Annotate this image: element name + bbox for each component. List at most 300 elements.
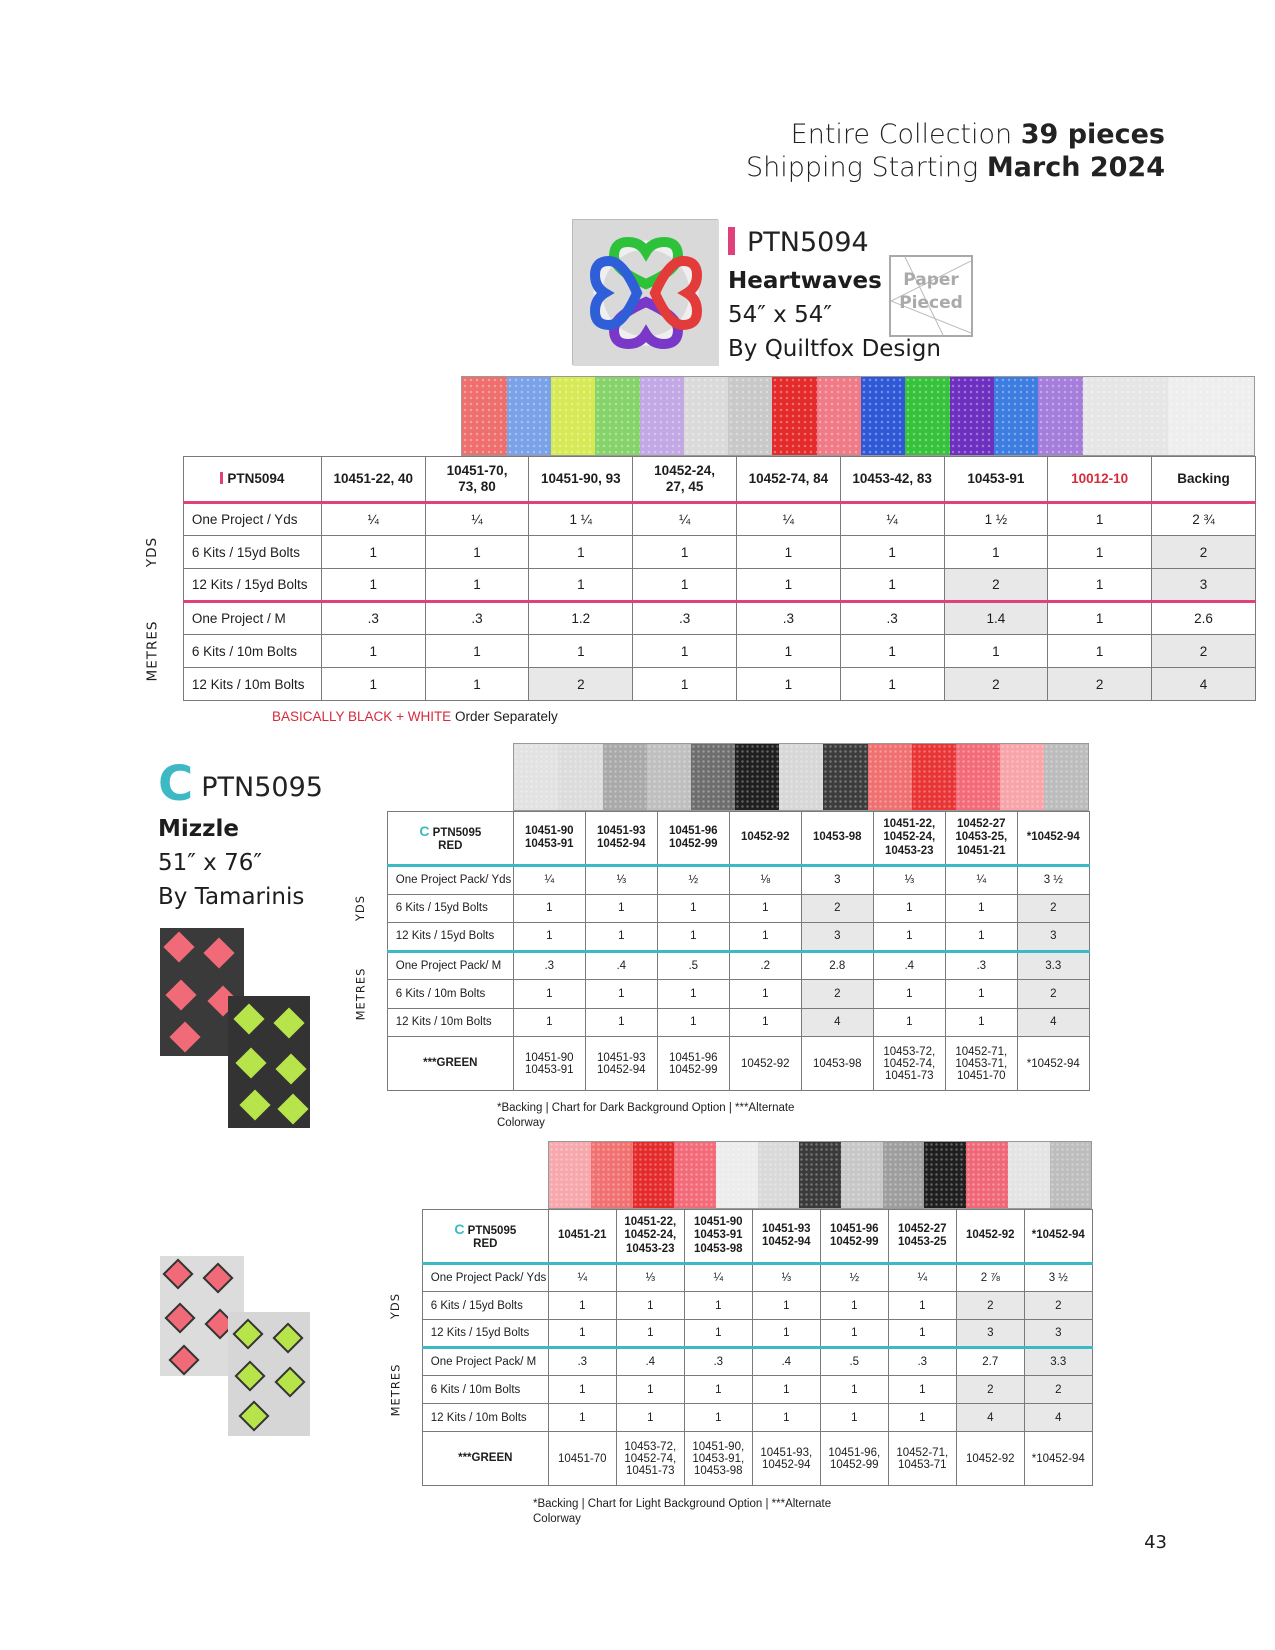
fabric-swatch — [950, 377, 994, 455]
alternate-fabric-cell: 10451-96 10452-99 — [657, 1037, 729, 1091]
quantity-cell: 1 — [633, 569, 737, 602]
quantity-cell: .4 — [752, 1348, 820, 1376]
spacer-cell — [369, 1141, 422, 1210]
fabric-swatch — [603, 744, 647, 810]
quantity-cell: 1 ¼ — [529, 503, 633, 536]
dark-chart-note: *Backing | Chart for Dark Background Option | ***Alternate Colorway — [497, 1102, 795, 1129]
metres-section-label: METRES — [144, 620, 161, 682]
shipping-line: Shipping Starting March 2024 — [746, 152, 1165, 183]
fabric-swatches — [513, 743, 1089, 811]
column-header: 10451-21 — [548, 1210, 616, 1264]
quantity-cell: 1 — [657, 980, 729, 1009]
quantity-cell: 3 — [1152, 569, 1256, 602]
row-label: 6 Kits / 15yd Bolts — [183, 536, 321, 569]
quantity-cell: 2 ⅞ — [956, 1264, 1024, 1292]
heartwaves-quilt-image — [572, 219, 718, 365]
quantity-cell: 1 — [529, 536, 633, 569]
fabric-swatch — [1008, 1142, 1050, 1208]
fabric-swatch — [841, 1142, 883, 1208]
quantity-cell: ⅓ — [752, 1264, 820, 1292]
spacer-cell — [183, 376, 321, 457]
table-corner-label: PTN5094 — [183, 457, 321, 503]
quantity-cell: ¼ — [513, 866, 585, 895]
quantity-cell: 1 — [729, 1008, 801, 1037]
quantity-cell: .2 — [729, 951, 801, 980]
pink-accent-bar — [220, 472, 223, 484]
swatch-strip — [513, 743, 1089, 812]
pattern-size: 51″ x 76″ — [158, 850, 262, 876]
quantity-cell: 1 — [736, 668, 840, 701]
row-label: 6 Kits / 15yd Bolts — [387, 894, 513, 923]
quantity-cell: 1 — [752, 1376, 820, 1404]
quantity-cell: 1 — [321, 635, 425, 668]
fabric-swatch — [728, 377, 772, 455]
heartwaves-fabric-table — [122, 376, 1256, 701]
light-chart-note: *Backing | Chart for Light Background Option | ***Alternate Colorway — [533, 1498, 832, 1525]
fabric-swatch — [691, 744, 735, 810]
quantity-cell: ⅓ — [873, 866, 945, 895]
column-header: 10451-96 10452-99 — [820, 1210, 888, 1264]
order-separately-note: BASICALLY BLACK + WHITE Order Separately — [272, 709, 558, 724]
quantity-cell: 2 — [1152, 536, 1256, 569]
quantity-cell: ¼ — [888, 1264, 956, 1292]
mizzle-light-fabric-table — [369, 1141, 1093, 1486]
paper-pieced-badge: Paper Pieced — [889, 255, 973, 337]
alternate-colorway-label: ***GREEN — [422, 1432, 548, 1486]
quantity-cell: 3 — [801, 923, 873, 952]
metres-section-label: METRES — [353, 967, 368, 1021]
quantity-cell: 1 — [513, 923, 585, 952]
quantity-cell: .4 — [616, 1348, 684, 1376]
collection-size-line: Entire Collection 39 pieces — [790, 119, 1165, 150]
quantity-cell: 1 — [944, 635, 1048, 668]
quantity-cell: ¼ — [736, 503, 840, 536]
page-number: 43 — [1144, 1532, 1167, 1553]
quantity-cell: 1 — [873, 894, 945, 923]
quantity-cell: .3 — [321, 602, 425, 635]
quantity-cell: 1 — [1048, 602, 1152, 635]
quantity-cell: 1 — [633, 668, 737, 701]
row-label: 12 Kits / 10m Bolts — [387, 1008, 513, 1037]
fabric-swatch — [905, 377, 949, 455]
quantity-cell: 1 — [321, 536, 425, 569]
row-label: 6 Kits / 10m Bolts — [422, 1376, 548, 1404]
quantity-cell: 2 — [1017, 980, 1089, 1009]
fabric-swatch — [924, 1142, 966, 1208]
mizzle-dark-fabric-table — [334, 743, 1090, 1091]
quantity-cell: 1 — [840, 569, 944, 602]
quantity-cell: 2.7 — [956, 1348, 1024, 1376]
column-header: 10452-27 10453-25 — [888, 1210, 956, 1264]
quantity-cell: 2 — [1152, 635, 1256, 668]
quantity-cell: ½ — [820, 1264, 888, 1292]
alternate-fabric-cell: *10452-94 — [1017, 1037, 1089, 1091]
metres-section-label: METRES — [388, 1363, 403, 1416]
quantity-cell: 1 — [888, 1404, 956, 1432]
quantity-cell: 1 — [585, 1008, 657, 1037]
quantity-cell: 1 — [425, 635, 529, 668]
quantity-cell: 1 — [548, 1404, 616, 1432]
fabric-swatch — [817, 377, 861, 455]
quantity-cell: 1 — [548, 1376, 616, 1404]
quantity-cell: 1 — [945, 894, 1017, 923]
quantity-cell: 1 — [633, 536, 737, 569]
quantity-cell: ¼ — [945, 866, 1017, 895]
fabric-swatch — [551, 377, 595, 455]
row-label: One Project Pack/ M — [387, 951, 513, 980]
ship-date: March 2024 — [986, 152, 1165, 183]
fabric-swatch — [799, 1142, 841, 1208]
column-header: 10451-93 10452-94 — [585, 812, 657, 866]
section-spacer — [369, 1210, 422, 1264]
quantity-cell: 1 — [616, 1376, 684, 1404]
column-header: 10453-91 — [944, 457, 1048, 503]
column-header: 10452-92 — [956, 1210, 1024, 1264]
quantity-cell: ¼ — [633, 503, 737, 536]
quantity-cell: 1 — [529, 569, 633, 602]
fabric-swatch — [674, 1142, 716, 1208]
column-header: 10452-27 10453-25, 10451-21 — [945, 812, 1017, 866]
column-header: 10452-92 — [729, 812, 801, 866]
row-label: One Project Pack/ Yds — [422, 1264, 548, 1292]
fabric-swatch — [507, 377, 551, 455]
quantity-cell: .3 — [840, 602, 944, 635]
quantity-cell: 3 — [1017, 923, 1089, 952]
quantity-cell: 1 — [820, 1292, 888, 1320]
quantity-cell: 2 — [956, 1292, 1024, 1320]
quantity-cell: 1 — [729, 923, 801, 952]
quantity-cell: 1 ½ — [944, 503, 1048, 536]
fabric-swatch — [1050, 1142, 1092, 1208]
column-header: 10451-96 10452-99 — [657, 812, 729, 866]
column-header: *10452-94 — [1024, 1210, 1092, 1264]
quantity-cell: 2 — [801, 980, 873, 1009]
quantity-cell: 1 — [657, 894, 729, 923]
quantity-cell: 4 — [1024, 1404, 1092, 1432]
row-label: 12 Kits / 10m Bolts — [422, 1404, 548, 1432]
column-header: 10451-90 10453-91 10453-98 — [684, 1210, 752, 1264]
fabric-swatch — [558, 744, 602, 810]
quantity-cell: 3 ½ — [1024, 1264, 1092, 1292]
alternate-fabric-cell: 10451-93, 10452-94 — [752, 1432, 820, 1486]
quantity-cell: 1 — [684, 1376, 752, 1404]
quantity-cell: 1 — [873, 980, 945, 1009]
quantity-cell: 1 — [616, 1292, 684, 1320]
quantity-cell: 1 — [1048, 503, 1152, 536]
quantity-cell: 4 — [1017, 1008, 1089, 1037]
quantity-cell: 4 — [956, 1404, 1024, 1432]
quantity-cell: 1 — [840, 668, 944, 701]
quantity-cell: 2 — [956, 1376, 1024, 1404]
quantity-cell: ½ — [657, 866, 729, 895]
quantity-cell: 1 — [321, 569, 425, 602]
mizzle-light-quilt-images — [160, 1256, 310, 1441]
quantity-cell: 1 — [513, 980, 585, 1009]
yds-section-label: YDS — [144, 536, 161, 568]
quantity-cell: 1.4 — [944, 602, 1048, 635]
column-header: 10452-24, 27, 45 — [633, 457, 737, 503]
quantity-cell: 1 — [585, 894, 657, 923]
quantity-cell: 1 — [873, 1008, 945, 1037]
alternate-fabric-cell: *10452-94 — [1024, 1432, 1092, 1486]
quantity-cell: .3 — [633, 602, 737, 635]
quantity-cell: 1 — [888, 1292, 956, 1320]
column-header: 10012-10 — [1048, 457, 1152, 503]
fabric-swatch — [779, 744, 823, 810]
quantity-cell: 3.3 — [1017, 951, 1089, 980]
fabric-swatch — [595, 377, 639, 455]
pattern-designer: By Quiltfox Design — [728, 336, 941, 362]
pattern-designer: By Tamarinis — [158, 884, 305, 910]
yds-section-label: YDS — [353, 895, 368, 922]
fabric-swatch — [684, 377, 728, 455]
quantity-cell: .3 — [548, 1348, 616, 1376]
column-header: 10451-90 10453-91 — [513, 812, 585, 866]
column-header: Backing — [1152, 457, 1256, 503]
column-header: 10451-22, 10452-24, 10453-23 — [873, 812, 945, 866]
quantity-cell: 1 — [616, 1404, 684, 1432]
fabric-swatch — [591, 1142, 633, 1208]
row-label: One Project Pack/ M — [422, 1348, 548, 1376]
table-corner-label: C PTN5095 RED — [422, 1210, 548, 1264]
column-header: 10451-90, 93 — [529, 457, 633, 503]
quantity-cell: .4 — [873, 951, 945, 980]
quantity-cell: ¼ — [684, 1264, 752, 1292]
quantity-cell: 3 — [956, 1320, 1024, 1348]
quantity-cell: 1 — [944, 536, 1048, 569]
column-header: *10452-94 — [1017, 812, 1089, 866]
section-spacer — [369, 1432, 422, 1486]
column-header: 10451-93 10452-94 — [752, 1210, 820, 1264]
pattern-name: Heartwaves — [728, 268, 882, 294]
quantity-cell: 2 — [1024, 1292, 1092, 1320]
fabric-swatch — [549, 1142, 591, 1208]
fabric-swatch — [1044, 744, 1088, 810]
quantity-cell: .3 — [888, 1348, 956, 1376]
row-label: 12 Kits / 15yd Bolts — [183, 569, 321, 602]
quantity-cell: 1 — [820, 1320, 888, 1348]
quantity-cell: 1 — [888, 1320, 956, 1348]
quantity-cell: 1 — [945, 923, 1017, 952]
alternate-fabric-cell: 10451-90 10453-91 — [513, 1037, 585, 1091]
quantity-cell: 3 ½ — [1017, 866, 1089, 895]
fabric-swatch — [462, 377, 506, 455]
quantity-cell: .5 — [657, 951, 729, 980]
quantity-cell: 2 — [1017, 894, 1089, 923]
column-header: 10453-42, 83 — [840, 457, 944, 503]
spacer-cell — [334, 743, 387, 812]
alternate-colorway-label: ***GREEN — [387, 1037, 513, 1091]
quantity-cell: 1 — [888, 1376, 956, 1404]
quantity-cell: 1 — [585, 980, 657, 1009]
quantity-cell: ⅛ — [729, 866, 801, 895]
yds-section-label: YDS — [388, 1292, 403, 1319]
row-label: 6 Kits / 10m Bolts — [183, 635, 321, 668]
fabric-swatch — [1083, 377, 1169, 455]
spacer-cell — [387, 743, 513, 812]
quantity-cell: 1 — [840, 536, 944, 569]
quantity-cell: 2 — [801, 894, 873, 923]
quantity-cell: 1 — [752, 1292, 820, 1320]
quantity-cell: 1 — [840, 635, 944, 668]
quantity-cell: 1 — [1048, 569, 1152, 602]
c-letter-icon: C — [419, 822, 430, 839]
quantity-cell: 1 — [873, 923, 945, 952]
quantity-cell: ¼ — [548, 1264, 616, 1292]
quantity-cell: 1 — [548, 1320, 616, 1348]
pattern-size: 54″ x 54″ — [728, 302, 832, 328]
alternate-fabric-cell: 10451-96, 10452-99 — [820, 1432, 888, 1486]
quantity-cell: ¼ — [321, 503, 425, 536]
pattern-name: Mizzle — [158, 816, 240, 842]
column-header: 10451-70, 73, 80 — [425, 457, 529, 503]
fabric-swatch — [1168, 377, 1254, 455]
quantity-cell: .4 — [585, 951, 657, 980]
fabric-swatch — [823, 744, 867, 810]
section-spacer — [334, 812, 387, 866]
quantity-cell: 4 — [801, 1008, 873, 1037]
quantity-cell: 3 — [1024, 1320, 1092, 1348]
fabric-swatch — [883, 1142, 925, 1208]
quantity-cell: 1 — [616, 1320, 684, 1348]
fabric-swatch — [772, 377, 816, 455]
fabric-swatches — [548, 1141, 1092, 1209]
fabric-swatch — [633, 1142, 675, 1208]
fabric-swatch — [994, 377, 1038, 455]
mizzle-dark-quilt-images — [160, 928, 310, 1133]
fabric-swatches — [461, 376, 1255, 456]
quantity-cell: 1 — [684, 1320, 752, 1348]
collection-header — [746, 118, 1165, 184]
quantity-cell: 4 — [1152, 668, 1256, 701]
fabric-swatch — [735, 744, 779, 810]
quantity-cell: .3 — [513, 951, 585, 980]
c-letter-icon: C — [454, 1220, 465, 1237]
alternate-fabric-cell: 10453-72, 10452-74, 10451-73 — [616, 1432, 684, 1486]
quantity-cell: .5 — [820, 1348, 888, 1376]
alternate-fabric-cell: 10451-93 10452-94 — [585, 1037, 657, 1091]
quantity-cell: .3 — [425, 602, 529, 635]
c-letter-icon: C — [158, 756, 194, 812]
quantity-cell: 3.3 — [1024, 1348, 1092, 1376]
row-label: 12 Kits / 15yd Bolts — [422, 1320, 548, 1348]
column-header: 10451-22, 40 — [321, 457, 425, 503]
table-corner-label: C PTN5095 RED — [387, 812, 513, 866]
quantity-cell: .3 — [945, 951, 1017, 980]
row-label: One Project Pack/ Yds — [387, 866, 513, 895]
quantity-cell: 1 — [633, 635, 737, 668]
quantity-cell: .3 — [684, 1348, 752, 1376]
quantity-cell: 2 — [1048, 668, 1152, 701]
quantity-cell: 1 — [684, 1292, 752, 1320]
column-header: 10452-74, 84 — [736, 457, 840, 503]
swatch-strip — [321, 376, 1255, 457]
quantity-cell: 1 — [321, 668, 425, 701]
quantity-cell: 1 — [729, 894, 801, 923]
quantity-cell: 1 — [729, 980, 801, 1009]
quantity-cell: 1 — [548, 1292, 616, 1320]
quantity-cell: 1 — [657, 923, 729, 952]
quantity-cell: 1 — [585, 923, 657, 952]
mizzle-title-block — [158, 756, 323, 910]
fabric-swatch — [868, 744, 912, 810]
spacer-cell — [422, 1141, 548, 1210]
row-label: 12 Kits / 15yd Bolts — [387, 923, 513, 952]
row-label: 6 Kits / 10m Bolts — [387, 980, 513, 1009]
alternate-fabric-cell: 10452-71, 10453-71, 10451-70 — [945, 1037, 1017, 1091]
alternate-fabric-cell: 10452-92 — [956, 1432, 1024, 1486]
pink-accent-bar — [728, 227, 735, 255]
quantity-cell: 1 — [425, 668, 529, 701]
fabric-swatch — [716, 1142, 758, 1208]
section-spacer — [334, 1037, 387, 1091]
column-header: 10453-98 — [801, 812, 873, 866]
fabric-swatch — [514, 744, 558, 810]
fabric-swatch — [966, 1142, 1008, 1208]
fabric-swatch — [647, 744, 691, 810]
quantity-cell: 1 — [820, 1376, 888, 1404]
quantity-cell: 1 — [425, 536, 529, 569]
fabric-swatch — [1038, 377, 1082, 455]
row-label: One Project / M — [183, 602, 321, 635]
fabric-swatch — [912, 744, 956, 810]
quantity-cell: 1 — [945, 1008, 1017, 1037]
alternate-fabric-cell: 10453-98 — [801, 1037, 873, 1091]
quantity-cell: 2.6 — [1152, 602, 1256, 635]
spacer-cell — [122, 376, 183, 457]
quantity-cell: 1 — [1048, 536, 1152, 569]
quantity-cell: 1 — [736, 635, 840, 668]
section-spacer — [122, 457, 183, 503]
pattern-code: PTN5095 — [201, 772, 323, 803]
quantity-cell: 1 — [1048, 635, 1152, 668]
piece-count: 39 pieces — [1020, 119, 1165, 150]
fabric-swatch — [640, 377, 684, 455]
quantity-cell: 1 — [945, 980, 1017, 1009]
alternate-fabric-cell: 10453-72, 10452-74, 10451-73 — [873, 1037, 945, 1091]
quantity-cell: .3 — [736, 602, 840, 635]
quantity-cell: ⅓ — [585, 866, 657, 895]
fabric-swatch — [1000, 744, 1044, 810]
quantity-cell: 1 — [513, 1008, 585, 1037]
alternate-fabric-cell: 10452-71, 10453-71 — [888, 1432, 956, 1486]
quantity-cell: 1 — [657, 1008, 729, 1037]
row-label: One Project / Yds — [183, 503, 321, 536]
quantity-cell: 2.8 — [801, 951, 873, 980]
quantity-cell: 1 — [513, 894, 585, 923]
alternate-fabric-cell: 10451-70 — [548, 1432, 616, 1486]
quantity-cell: 2 — [944, 668, 1048, 701]
quantity-cell: 1 — [736, 569, 840, 602]
quantity-cell: ¼ — [425, 503, 529, 536]
quantity-cell: ¼ — [840, 503, 944, 536]
quantity-cell: 1 — [752, 1320, 820, 1348]
quantity-cell: 3 — [801, 866, 873, 895]
quantity-cell: 2 — [944, 569, 1048, 602]
row-label: 6 Kits / 15yd Bolts — [422, 1292, 548, 1320]
quantity-cell: 1 — [684, 1404, 752, 1432]
fabric-swatch — [758, 1142, 800, 1208]
alternate-fabric-cell: 10452-92 — [729, 1037, 801, 1091]
quantity-cell: 2 ¾ — [1152, 503, 1256, 536]
quantity-cell: 1 — [529, 635, 633, 668]
quantity-cell: 2 — [1024, 1376, 1092, 1404]
quantity-cell: ⅓ — [616, 1264, 684, 1292]
alternate-fabric-cell: 10451-90, 10453-91, 10453-98 — [684, 1432, 752, 1486]
quantity-cell: 2 — [529, 668, 633, 701]
quantity-cell: 1 — [425, 569, 529, 602]
quantity-cell: 1 — [752, 1404, 820, 1432]
